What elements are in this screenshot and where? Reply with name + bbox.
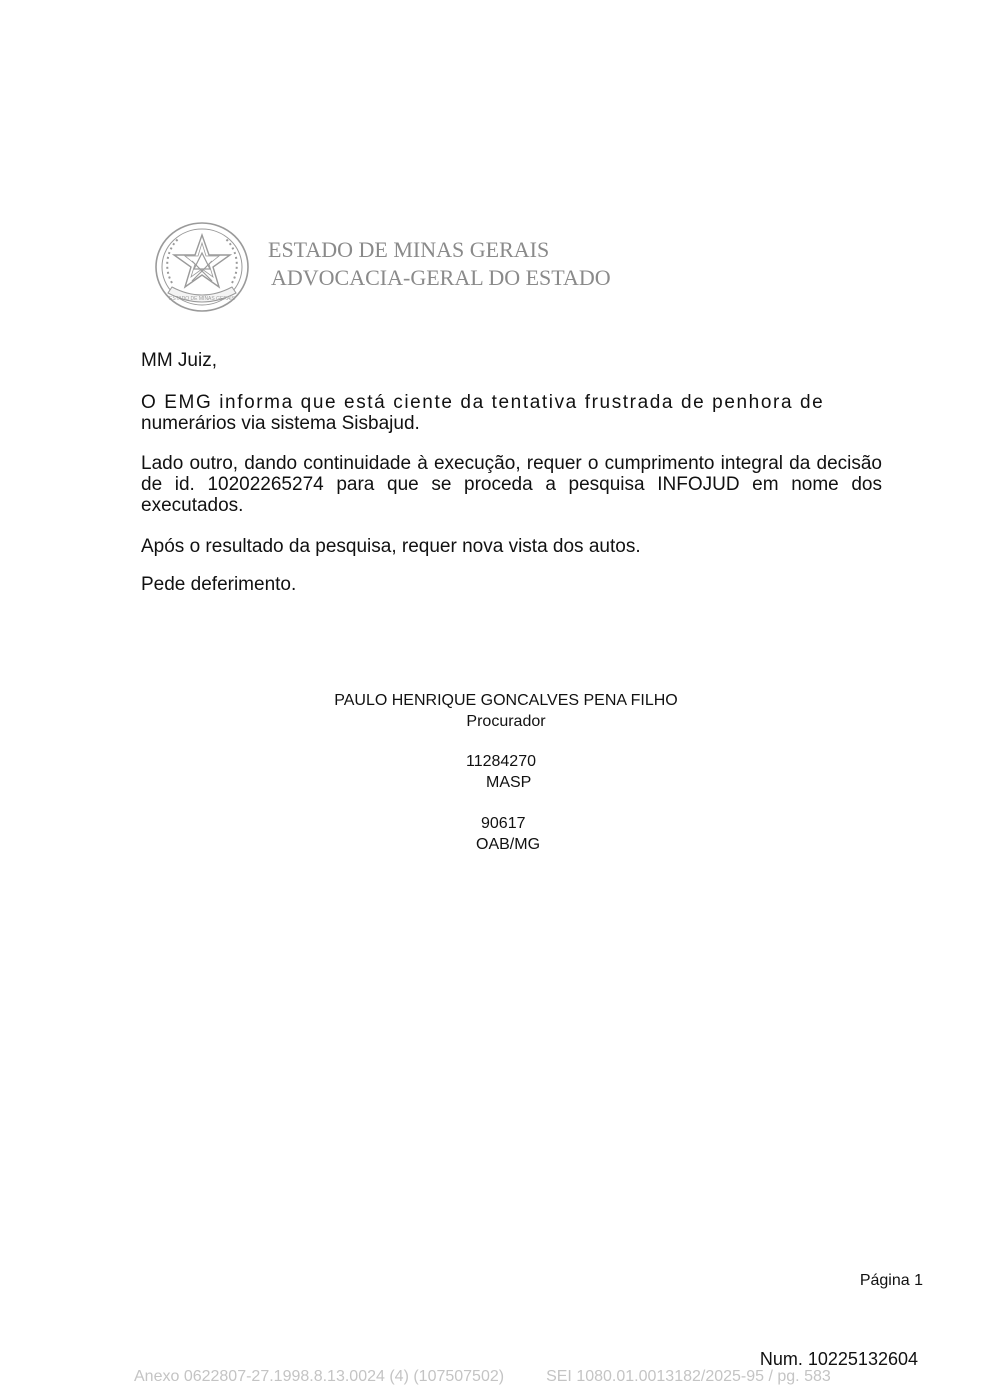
- paragraph-2: Lado outro, dando continuidade à execução, requer o cumprimento integral da decisão de id. 10202265274 para que se proceda a pesquisa INFOJUD em nome dos executados.: [141, 453, 882, 516]
- oab-label: OAB/MG: [476, 836, 541, 853]
- document-number: Num. 10225132604: [759, 1349, 918, 1369]
- paragraph-1: [141, 392, 882, 434]
- oab-number: 90617: [481, 815, 526, 832]
- letterhead-state: ESTADO DE MINAS GERAIS: [268, 237, 550, 262]
- seal-ribbon-text: ESTADO DE MINAS GERAIS: [168, 296, 236, 302]
- closing: Pede deferimento.: [141, 574, 297, 595]
- paragraph-1-line-2: numerários via sistema Sisbajud.: [141, 413, 420, 434]
- page-number: Página 1: [859, 1272, 923, 1289]
- signatory-name: PAULO HENRIQUE GONCALVES PENA FILHO: [334, 692, 678, 709]
- state-seal-logo: [154, 221, 250, 313]
- masp-number: 11284270: [466, 753, 536, 770]
- masp-label: MASP: [486, 774, 532, 791]
- letterhead-agency: ADVOCACIA-GERAL DO ESTADO: [271, 265, 611, 290]
- letterhead: [268, 236, 611, 292]
- footer-annex: Anexo 0622807-27.1998.8.13.0024 (4) (107507502): [134, 1368, 505, 1385]
- footer-watermark: [134, 1368, 831, 1386]
- signatory-role: Procurador: [466, 713, 546, 730]
- paragraph-3: Após o resultado da pesquisa, requer nova vista dos autos.: [141, 536, 641, 557]
- footer-sei: SEI 1080.01.0013182/2025-95 / pg. 583: [546, 1368, 831, 1385]
- greeting: MM Juiz,: [141, 350, 217, 371]
- paragraph-1-line-1: O EMG informa que está ciente da tentativa frustrada de penhora de: [141, 392, 825, 413]
